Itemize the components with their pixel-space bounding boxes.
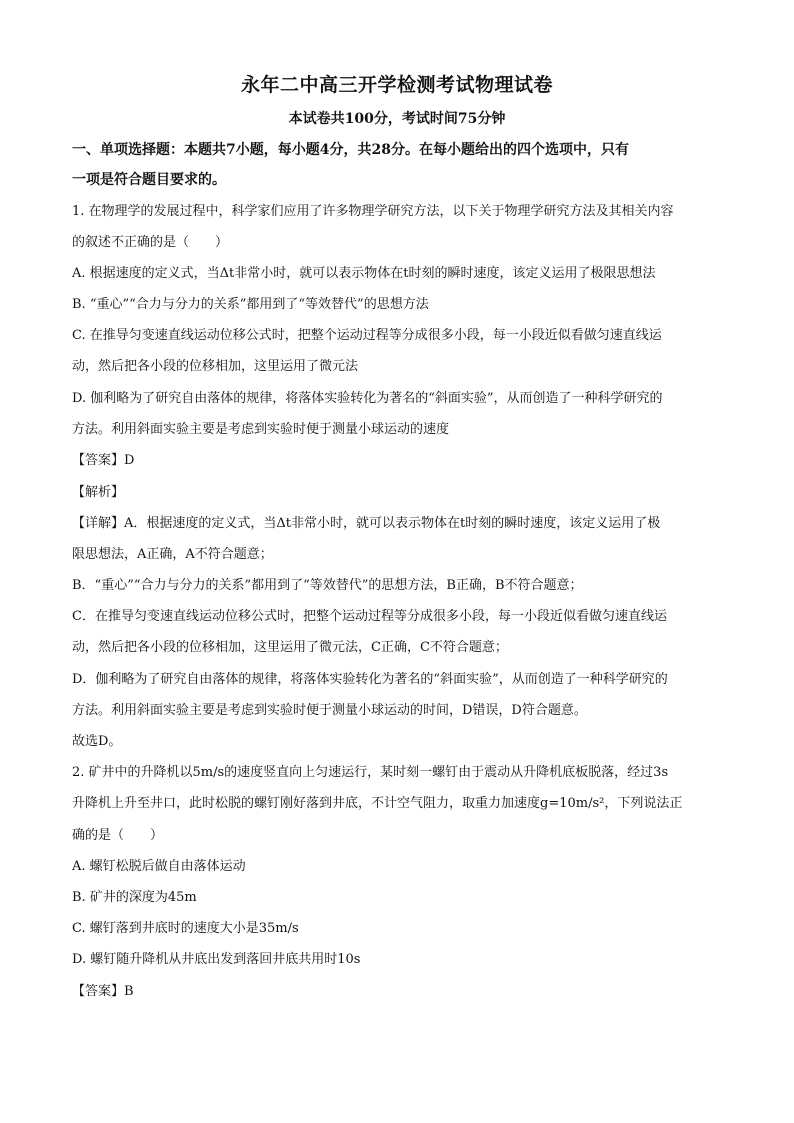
q2-option-b: B. 矿井的深度为45m	[72, 890, 197, 905]
q1-detail-line7: 方法。利用斜面实验主要是考虑到实验时便于测量小球运动的时间，D错误，D符合题意。	[72, 703, 587, 718]
q1-option-b: B. “重心”“合力与分力的关系”都用到了“等效替代”的思想方法	[72, 297, 429, 312]
q1-option-c-line1: C. 在推导匀变速直线运动位移公式时，把整个运动过程等分成很多小段，每一小段近似看做匀速直线运	[72, 328, 662, 343]
q2-option-c: C. 螺钉落到井底时的速度大小是35m/s	[72, 921, 299, 936]
q2-answer: 【答案】B	[72, 984, 134, 999]
q1-stem-line2: 的叙述不正确的是（ ）	[72, 235, 229, 250]
q2-stem-line3: 确的是（ ）	[72, 828, 164, 843]
q1-conclusion: 故选D。	[72, 734, 122, 749]
q1-stem-line1: 1. 在物理学的发展过程中，科学家们应用了许多物理学研究方法，以下关于物理学研究方法及其相关内容	[72, 204, 674, 219]
page-title: 永年二中高三开学检测考试物理试卷	[240, 74, 553, 96]
q1-detail-line1: 【详解】A．根据速度的定义式，当Δt非常小时，就可以表示物体在t时刻的瞬时速度，该定义运用了极	[72, 516, 661, 531]
q1-option-a: A. 根据速度的定义式，当Δt非常小时，就可以表示物体在t时刻的瞬时速度，该定义运用了极限思想法	[72, 266, 656, 281]
q1-option-d-line1: D. 伽利略为了研究自由落体的规律，将落体实验转化为著名的“斜面实验”，从而创造了一种科学研究的	[72, 391, 663, 406]
q1-detail-line5: 动，然后把各小段的位移相加，这里运用了微元法，C正确，C不符合题意；	[72, 640, 508, 655]
q2-option-a: A. 螺钉松脱后做自由落体运动	[72, 859, 246, 874]
q1-analysis-label: 【解析】	[72, 485, 125, 500]
q1-detail-line2: 限思想法，A正确，A不符合题意；	[72, 547, 273, 562]
q2-stem-line1: 2. 矿井中的升降机以5m/s的速度竖直向上匀速运行，某时刻一螺钉由于震动从升降机底板脱落，经过3s	[72, 765, 669, 780]
page-subtitle: 本试卷共100分，考试时间75分钟	[288, 111, 506, 127]
q1-detail-line6: D．伽利略为了研究自由落体的规律，将落体实验转化为著名的“斜面实验”，从而创造了一种科学研究的	[72, 672, 668, 687]
q1-answer: 【答案】D	[72, 453, 135, 468]
section-heading-line2: 一项是符合题目要求的。	[72, 172, 226, 188]
q1-detail-line3: B．“重心”“合力与分力的关系”都用到了“等效替代”的思想方法，B正确，B不符合题意；	[72, 578, 583, 593]
q2-option-d: D. 螺钉随升降机从井底出发到落回井底共用时10s	[72, 952, 361, 967]
q1-option-c-line2: 动，然后把各小段的位移相加，这里运用了微元法	[72, 359, 359, 374]
section-heading-line1: 一、单项选择题：本题共7小题，每小题4分，共28分。在每小题给出的四个选项中，只有	[72, 142, 629, 158]
q1-option-d-line2: 方法。利用斜面实验主要是考虑到实验时便于测量小球运动的速度	[72, 422, 450, 437]
q2-stem-line2: 升降机上升至井口，此时松脱的螺钉刚好落到井底，不计空气阻力，取重力加速度g=10m/s²，下列说法正	[72, 796, 683, 811]
q1-detail-line4: C．在推导匀变速直线运动位移公式时，把整个运动过程等分成很多小段，每一小段近似看做匀速直线运	[72, 609, 667, 624]
